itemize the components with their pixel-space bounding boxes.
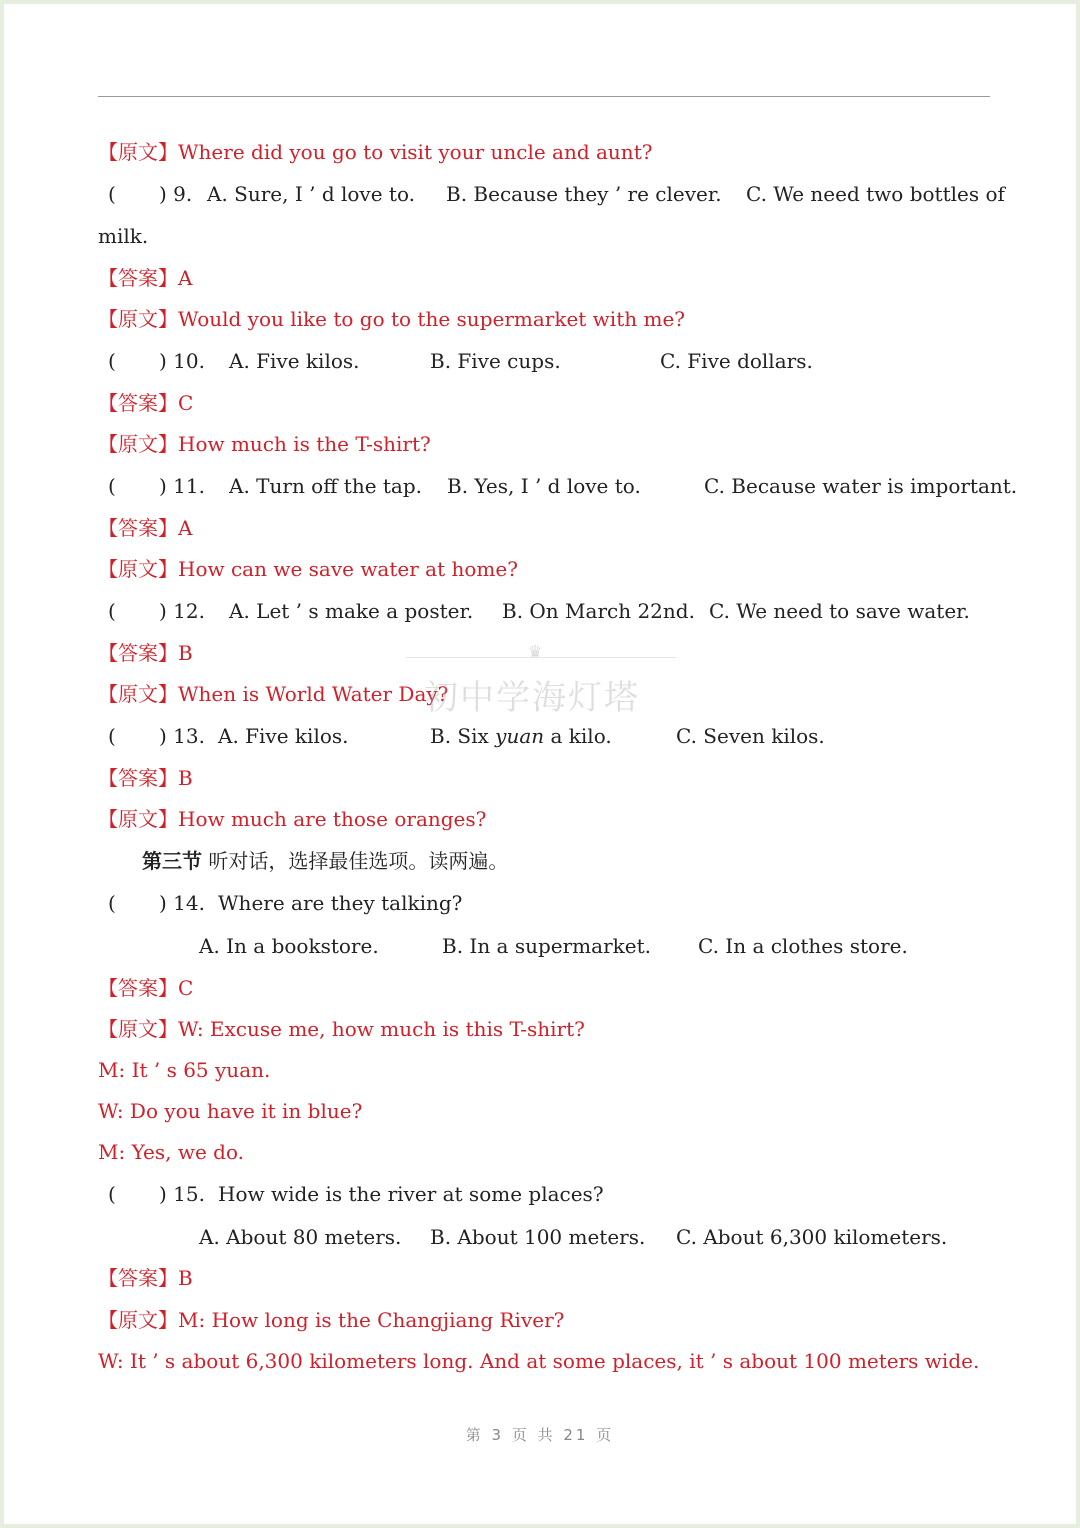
transcript-line: 【原文】Would you like to go to the supermarket with me? bbox=[98, 307, 686, 331]
section-heading bbox=[142, 849, 508, 873]
question-number: ) 9. bbox=[159, 182, 193, 206]
option-a: A. Turn off the tap. bbox=[229, 474, 423, 498]
transcript-line: W: Do you have it in blue? bbox=[98, 1099, 363, 1123]
transcript-line: 【原文】When is World Water Day? bbox=[98, 682, 449, 706]
page-footer: 第 3 页 共 21 页 bbox=[465, 1426, 615, 1444]
question-number: ) 15. bbox=[159, 1182, 205, 1206]
transcript-line: 【原文】W: Excuse me, how much is this T-shirt? bbox=[98, 1017, 585, 1041]
option-c: C. We need to save water. bbox=[709, 599, 970, 623]
transcript-line: W: It ’ s about 6,300 kilometers long. And at some places, it ’ s about 100 meters wide. bbox=[98, 1349, 980, 1373]
option-c: C. About 6,300 kilometers. bbox=[676, 1225, 948, 1249]
option-a: A. Sure, I ’ d love to. bbox=[207, 182, 415, 206]
transcript-line: M: It ’ s 65 yuan. bbox=[98, 1058, 271, 1082]
answer-blank-open: ( bbox=[108, 474, 116, 498]
transcript-line: 【原文】How much are those oranges? bbox=[98, 807, 487, 831]
answer-line: 【答案】B bbox=[98, 1266, 193, 1290]
option-c: C. Because water is important. bbox=[704, 474, 1018, 498]
option-a: A. Five kilos. bbox=[218, 724, 349, 748]
answer-blank-open: ( bbox=[108, 1182, 116, 1206]
answer-blank-open: ( bbox=[108, 182, 116, 206]
section-instructions: 听对话，选择最佳选项。读两遍。 bbox=[202, 849, 509, 873]
transcript-line: 【原文】How can we save water at home? bbox=[98, 557, 518, 581]
crown-icon: ♛ bbox=[528, 642, 543, 661]
option-a: A. Let ’ s make a poster. bbox=[229, 599, 474, 623]
option-c: C. Seven kilos. bbox=[676, 724, 825, 748]
option-b-prefix: B. Six bbox=[430, 724, 496, 748]
header-rule bbox=[98, 96, 990, 97]
question-number: ) 10. bbox=[159, 349, 205, 373]
answer-line: 【答案】C bbox=[98, 391, 194, 415]
answer-line: 【答案】B bbox=[98, 641, 193, 665]
question-number: ) 13. bbox=[159, 724, 205, 748]
answer-line: 【答案】A bbox=[98, 266, 193, 290]
option-continuation: milk. bbox=[98, 224, 149, 248]
question-text: Where are they talking? bbox=[218, 891, 463, 915]
option-b: B. On March 22nd. bbox=[502, 599, 695, 623]
answer-blank-open: ( bbox=[108, 724, 116, 748]
question-text: How wide is the river at some places? bbox=[218, 1182, 604, 1206]
option-b bbox=[430, 724, 612, 748]
option-b-italic: yuan bbox=[495, 724, 545, 748]
answer-blank-open: ( bbox=[108, 349, 116, 373]
transcript-line: M: Yes, we do. bbox=[98, 1140, 245, 1164]
option-a: A. Five kilos. bbox=[229, 349, 360, 373]
question-number: ) 12. bbox=[159, 599, 205, 623]
answer-blank-open: ( bbox=[108, 891, 116, 915]
transcript-line: 【原文】Where did you go to visit your uncle and aunt? bbox=[98, 140, 653, 164]
answer-line: 【答案】B bbox=[98, 766, 193, 790]
answer-line: 【答案】A bbox=[98, 516, 193, 540]
question-number: ) 11. bbox=[159, 474, 205, 498]
option-a: A. In a bookstore. bbox=[199, 934, 379, 958]
option-b: B. Yes, I ’ d love to. bbox=[447, 474, 641, 498]
option-a: A. About 80 meters. bbox=[199, 1225, 402, 1249]
option-b: B. About 100 meters. bbox=[430, 1225, 646, 1249]
answer-line: 【答案】C bbox=[98, 976, 194, 1000]
option-c: C. In a clothes store. bbox=[698, 934, 908, 958]
transcript-line: 【原文】How much is the T-shirt? bbox=[98, 432, 431, 456]
option-c: C. We need two bottles of bbox=[746, 182, 1005, 206]
option-b-suffix: a kilo. bbox=[544, 724, 612, 748]
document-page bbox=[4, 4, 1076, 1524]
watermark: 初中学海灯塔 bbox=[424, 678, 640, 718]
option-c: C. Five dollars. bbox=[660, 349, 813, 373]
option-b: B. Because they ’ re clever. bbox=[446, 182, 722, 206]
option-b: B. In a supermarket. bbox=[442, 934, 651, 958]
option-b: B. Five cups. bbox=[430, 349, 561, 373]
section-title: 第三节 bbox=[142, 849, 202, 873]
question-number: ) 14. bbox=[159, 891, 205, 915]
answer-blank-open: ( bbox=[108, 599, 116, 623]
transcript-line: 【原文】M: How long is the Changjiang River? bbox=[98, 1308, 565, 1332]
